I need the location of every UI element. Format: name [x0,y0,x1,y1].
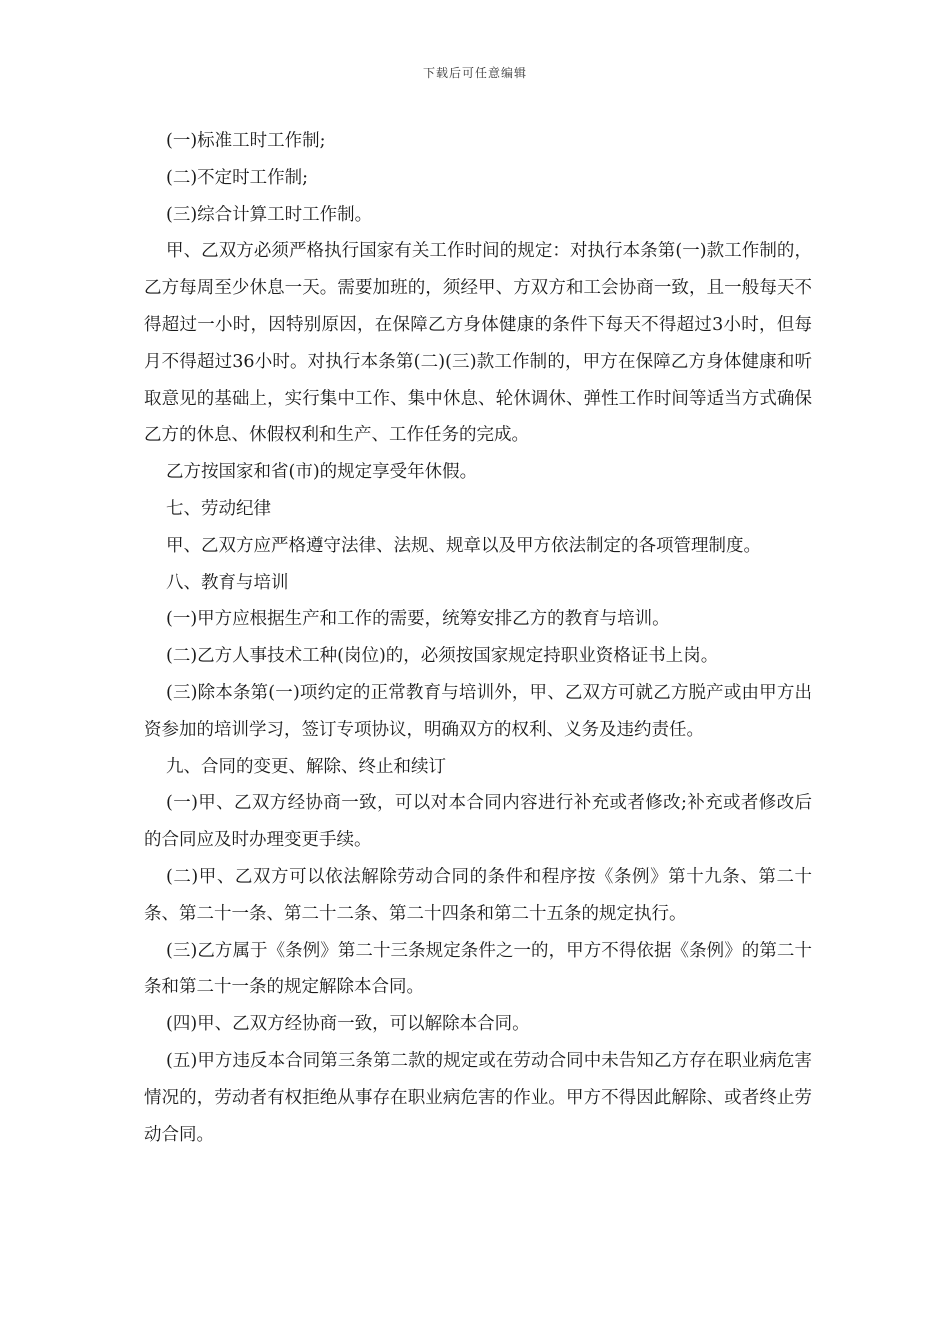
paragraph-contract-change-2: (二)甲、乙双方可以依法解除劳动合同的条件和程序按《条例》第十九条、第二十条、第二十一条、第二十二条、第二十四条和第二十五条的规定执行。 [144,866,812,924]
paragraph-contract-change-3: (三)乙方属于《条例》第二十三条规定条件之一的，甲方不得依据《条例》的第二十条和第二十一条的规定解除本合同。 [144,940,812,998]
paragraph-contract-change-5: (五)甲方违反本合同第三条第二款的规定或在劳动合同中未告知乙方存在职业病危害情况的，劳动者有权拒绝从事存在职业病危害的作业。甲方不得因此解除、或者终止劳动合同。 [144,1050,812,1145]
paragraph-annual-leave: 乙方按国家和省(市)的规定享受年休假。 [166,462,478,483]
section-heading-labor-discipline: 七、劳动纪律 [166,498,271,519]
document-body [144,123,812,1153]
paragraph-contract-change-1: (一)甲、乙双方经协商一致，可以对本合同内容进行补充或者修改;补充或者修改后的合同应及时办理变更手续。 [144,793,812,851]
section-heading-education-training: 八、教育与培训 [166,572,289,593]
paragraph-training-2: (二)乙方人事技术工种(岗位)的，必须按国家规定持职业资格证书上岗。 [166,646,719,667]
paragraph-training-1: (一)甲方应根据生产和工作的需要，统筹安排乙方的教育与培训。 [166,609,670,630]
section-heading-contract-changes: 九、合同的变更、解除、终止和续订 [166,756,446,777]
paragraph-contract-change-4: (四)甲、乙双方经协商一致，可以解除本合同。 [166,1014,530,1035]
paragraph-working-hours-rules: 甲、乙双方必须严格执行国家有关工作时间的规定：对执行本条第(一)款工作制的，乙方每周至少休息一天。需要加班的，须经甲、方双方和工会协商一致，且一般每天不得超过一小时，因特别原因，在保障乙方身体健康的条件下每天不得超过3小时，但每月不得超过36小时。对执行本条第(二)(三)款工作制的，甲方在保障乙方身体健康和听取意见的基础上，实行集中工作、集中休息、轮休调休、弹性工作时间等适当方式确保乙方的休息、休假权利和生产、工作任务的完成。 [144,241,812,446]
paragraph-labor-discipline: 甲、乙双方应严格遵守法律、法规、规章以及甲方依法制定的各项管理制度。 [166,535,761,556]
paragraph-work-system-2: (二)不定时工作制; [166,167,309,188]
paragraph-work-system-1: (一)标准工时工作制; [166,131,326,151]
paragraph-training-3: (三)除本条第(一)项约定的正常教育与培训外，甲、乙双方可就乙方脱产或由甲方出资参加的培训学习，签订专项协议，明确双方的权利、义务及违约责任。 [144,682,812,740]
paragraph-work-system-3: (三)综合计算工时工作制。 [166,204,373,225]
page-header-note: 下载后可任意编辑 [422,66,527,80]
